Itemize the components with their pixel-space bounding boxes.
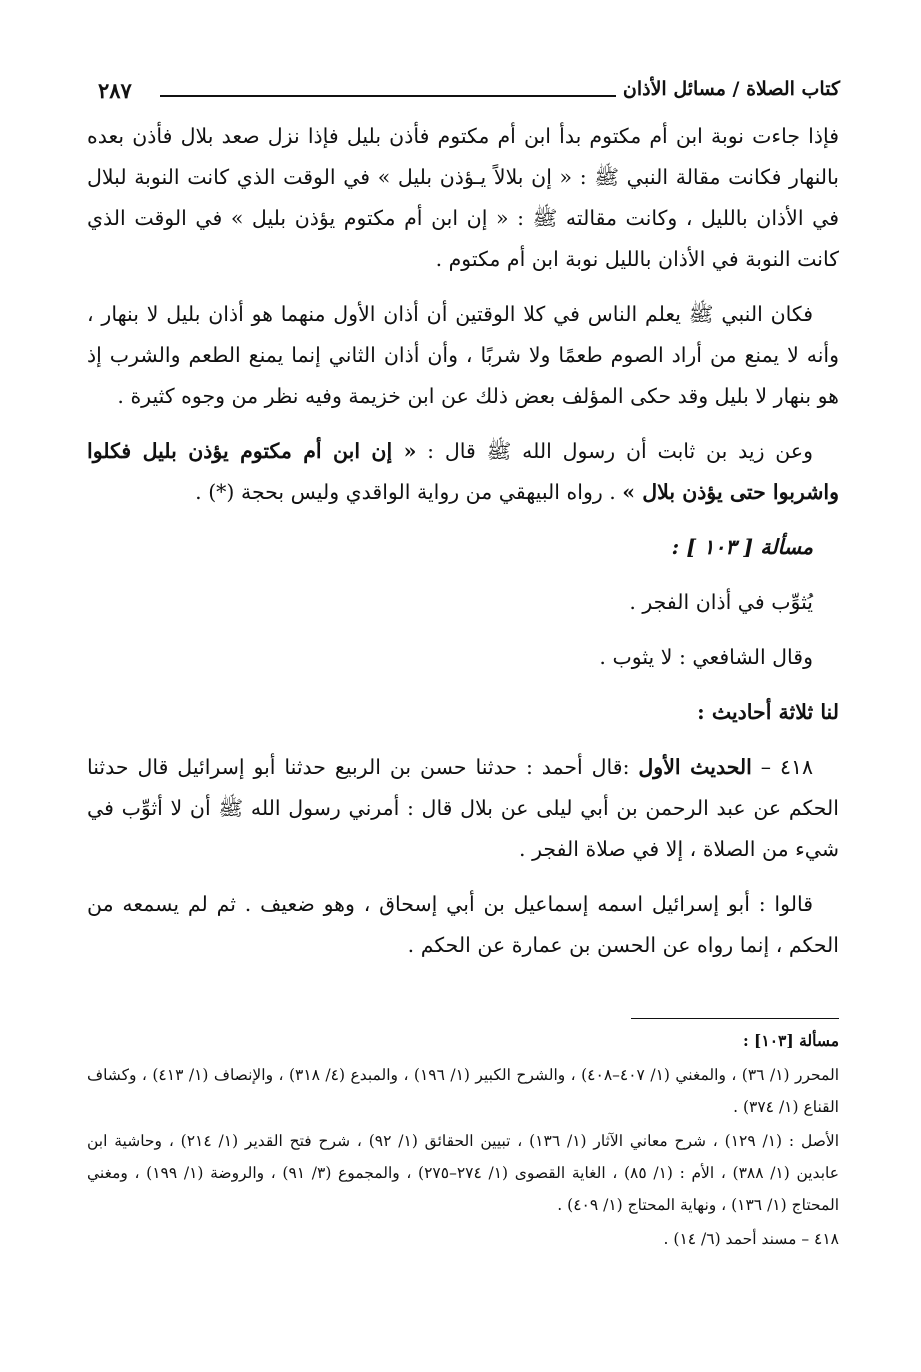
paragraph-5: وقال الشافعي : لا يثوب .	[599, 645, 813, 669]
footnote-1: المحرر (١/ ٣٦) ، والمغني (١/ ٤٠٧–٤٠٨) ، والشرح الكبير (١/ ١٩٦) ، والمبدع (٤/ ٣١٨) ، والإنصاف (١/ ٤١٣) ، وكشاف القناع (١/ ٣٧٤) .	[87, 1066, 840, 1116]
page-number: ٢٨٧	[98, 78, 132, 103]
header-rule	[160, 95, 616, 97]
paragraph-8: قالوا : أبو إسرائيل اسمه إسماعيل بن أبي إسحاق ، وهو ضعيف . ثم لم يسمعه من الحكم ، إنما رواه عن الحسن بن عمارة عن الحكم .	[87, 892, 839, 957]
paragraph-2: فكان النبي ﷺ يعلم الناس في كلا الوقتين أن أذان الأول منهما هو أذان بليل لا بنهار ، وأنه لا يمنع من أراد الصوم طعمًا ولا شربًا ، وأن أذان الثاني إنما يمنع الطعم والشرب إذ هو بنهار لا بليل وقد حكى المؤلف بعض ذلك عن ابن خزيمة وفيه نظر من وجوه كثيرة .	[87, 302, 839, 408]
section-label: لنا ثلاثة أحاديث :	[697, 700, 839, 724]
paragraph-3-source: . رواه البيهقي من رواية الواقدي وليس بحجة (*) .	[195, 480, 623, 504]
issue-heading: مسألة [ ١٠٣ ] :	[671, 535, 813, 559]
footnote-rule	[631, 1018, 839, 1019]
hadith-number: ٤١٨ –	[751, 755, 813, 779]
paragraph-7	[87, 747, 839, 870]
footnotes	[87, 1025, 839, 1257]
main-text	[87, 116, 839, 980]
paragraph-3-intro: وعن زيد بن ثابت أن رسول الله ﷺ قال :	[416, 439, 813, 463]
footnote-3: ٤١٨ – مسند أحمد (٦/ ١٤) .	[663, 1230, 839, 1248]
chapter-title: كتاب الصلاة / مسائل الأذان	[622, 78, 840, 100]
paragraph-1: فإذا جاءت نوبة ابن أم مكتوم بدأ ابن أم مكتوم فأذن بليل فإذا نزل صعد بلال فأذن بعده بالنهار فكانت مقالة النبي ﷺ : « إن بلالاً يـؤذن بليل » في الوقت الذي كانت النوبة لبلال في الأذان بالليل ، وكانت مقالته ﷺ : « إن ابن أم مكتوم يؤذن بليل » في الوقت الذي كانت النوبة في الأذان بالليل نوبة ابن أم مكتوم .	[87, 124, 839, 271]
paragraph-4: يُثوِّب في أذان الفجر .	[629, 590, 813, 614]
paragraph-6	[87, 692, 839, 733]
hadith-quote: « إن ابن أم مكتوم يؤذن بليل فكلوا واشربوا حتى يؤذن بلال »	[87, 439, 839, 504]
paragraph-3	[87, 431, 839, 513]
footnote-heading: مسألة [١٠٣] :	[742, 1031, 839, 1050]
hadith-label: الحديث الأول	[638, 755, 752, 779]
running-header	[98, 78, 840, 114]
footnote-2: الأصل : (١/ ١٢٩) ، شرح معاني الآثار (١/ ١٣٦) ، تبيين الحقائق (١/ ٩٢) ، شرح فتح القدير (١/ ٢١٤) ، وحاشية ابن عابدين (١/ ٣٨٨) ، الأم : (١/ ٨٥) ، الغاية القصوى (١/ ٢٧٤–٢٧٥) ، والمجموع (٣/ ٩١) ، والروضة (١/ ١٩٩) ، ومغني المحتاج (١/ ١٣٦) ، ونهاية المحتاج (١/ ٤٠٩) .	[87, 1132, 840, 1214]
hadith-text: :قال أحمد : حدثنا حسن بن الربيع حدثنا أبو إسرائيل قال حدثنا الحكم عن عبد الرحمن بن أبي ليلى عن بلال قال : أمرني رسول الله ﷺ أن لا أثوِّب في شيء من الصلاة ، إلا في صلاة الفجر .	[87, 755, 839, 861]
